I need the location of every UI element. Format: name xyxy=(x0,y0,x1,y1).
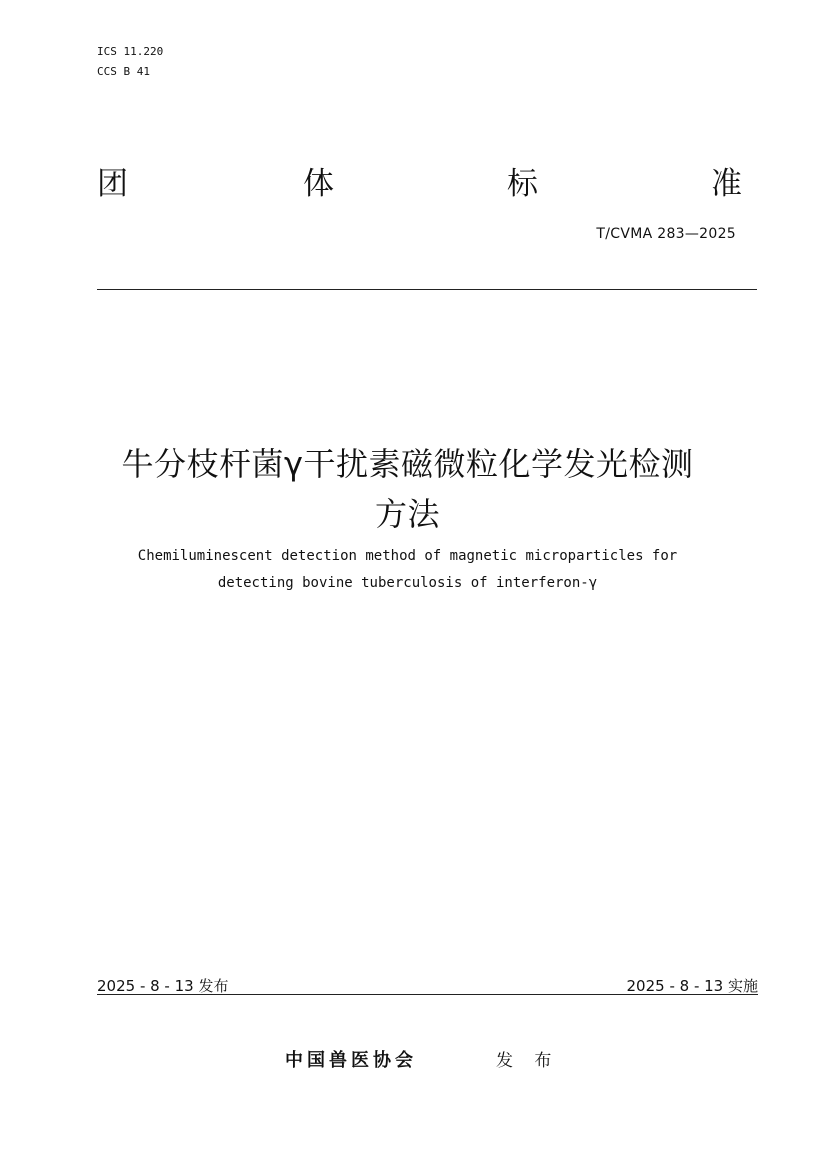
issue-label: 发 布 xyxy=(496,1051,560,1071)
implement-date: 2025 - 8 - 13 实施 xyxy=(626,977,758,995)
title-english-line-1: Chemiluminescent detection method of magnetic microparticles for xyxy=(137,548,678,564)
standard-type-char-2: 体 xyxy=(303,166,334,202)
ics-code: ICS 11.220 xyxy=(97,45,164,58)
date-divider xyxy=(97,994,758,995)
standard-type-heading xyxy=(97,158,745,202)
title-chinese-line-2: 方法 xyxy=(374,495,440,533)
title-english-line-2: detecting bovine tuberculosis of interferon-γ xyxy=(217,575,598,591)
standard-number: T/CVMA 283—2025 xyxy=(596,226,736,242)
ccs-code: CCS B 41 xyxy=(97,65,150,78)
publish-date: 2025 - 8 - 13 发布 xyxy=(97,977,229,995)
title-chinese-line-1: 牛分枝杆菌γ干扰素磁微粒化学发光检测 xyxy=(121,445,694,483)
standard-type-char-4: 准 xyxy=(711,166,742,202)
standard-type-char-1: 团 xyxy=(97,166,128,202)
classification-codes xyxy=(97,42,163,82)
issuing-organization: 中国兽医协会 xyxy=(285,1050,417,1071)
header-divider xyxy=(97,289,757,290)
standard-type-char-3: 标 xyxy=(507,166,538,202)
